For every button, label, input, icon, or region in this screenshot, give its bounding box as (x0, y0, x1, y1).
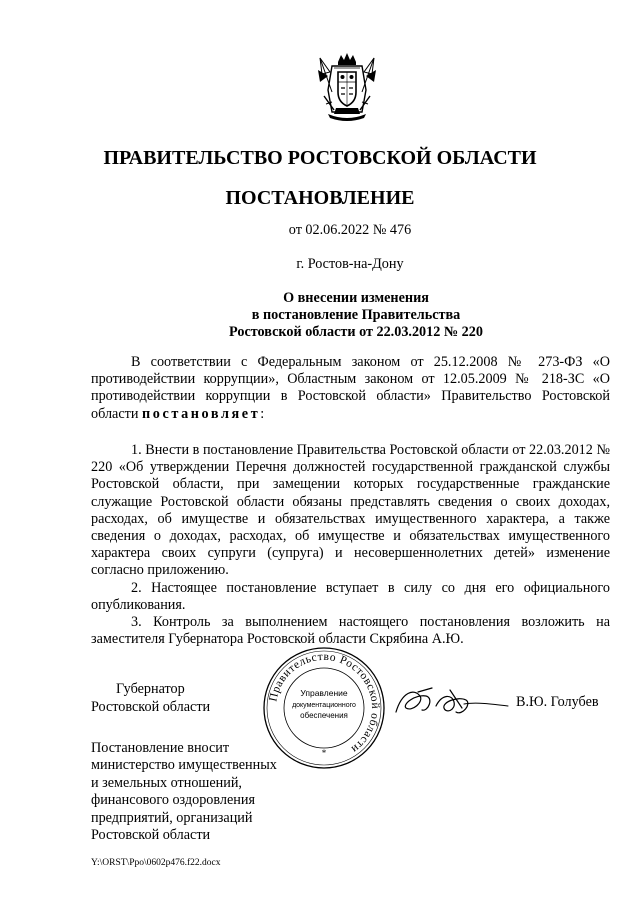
preamble-paragraph (91, 354, 610, 423)
handwritten-signature-icon (392, 682, 512, 724)
file-path: Y:\ORST\Ppo\0602p476.f22.docx (91, 858, 221, 868)
signer-name: В.Ю. Голубев (516, 694, 599, 710)
resolution-item: 2. Настоящее постановление вступает в силу со дня его официального опубликования. (91, 579, 610, 613)
preamble-colon: : (260, 405, 265, 422)
official-seal-icon (262, 646, 386, 770)
coat-of-arms-icon (316, 52, 378, 124)
seal-center-line: Управление (300, 688, 348, 698)
subject-line: Ростовской области от 22.03.2012 № 220 (229, 324, 483, 340)
seal-star: * (321, 748, 327, 758)
signer-title-line: Губернатор (116, 681, 185, 697)
resolution-items (91, 442, 610, 648)
subject-line: О внесении изменения (283, 290, 429, 306)
preamble-text: В соответствии с Федеральным законом от 25.12.2008 № 273-ФЗ «О противодействии коррупции», Областным законом от 12.05.2009 № 218-ЗС «О противодействии коррупции в Ростовской области» Правительство Ростовской области (91, 354, 610, 422)
submitter-line: Постановление вносит (91, 740, 230, 756)
seal-center-line: обеспечения (300, 711, 348, 720)
signer-title (91, 680, 210, 716)
submitted-by-block (91, 740, 277, 844)
government-title: ПРАВИТЕЛЬСТВО РОСТОВСКОЙ ОБЛАСТИ (103, 147, 537, 169)
submitter-line: финансового оздоровления (91, 792, 256, 809)
submitter-line: предприятий, организаций (91, 809, 253, 826)
submitter-line: и земельных отношений, (91, 774, 242, 791)
seal-center-line: документационного (292, 702, 356, 709)
resolution-item: 3. Контроль за выполнением настоящего постановления возложить на заместителя Губернатора Ростовской области Скрябина А.Ю. (91, 614, 610, 648)
document-place: г. Ростов-на-Дону (296, 256, 404, 272)
document-date-number: от 02.06.2022 № 476 (288, 222, 412, 238)
document-subject (150, 290, 562, 341)
subject-line: в постановление Правительства (251, 307, 461, 323)
preamble (91, 354, 610, 423)
resolution-item: 1. Внести в постановление Правительства Ростовской области от 22.03.2012 № 220 «Об утверждении Перечня должностей государственной гражданской службы Ростовской области, при замещении которых государственные гражданские служащие Ростовской области обязаны представлять сведения о своих доходах, расходах, об имуществе и обязательствах имущественного характера, а также сведения о доходах, расходах, об имуществе и обязательствах имущественного характера своих супруги (супруга) и несовершеннолетних детей» изменение согласно приложению. (91, 442, 610, 579)
seal-ring-text: Правительство Ростовской области (267, 650, 382, 756)
signer-title-line: Ростовской области (91, 699, 211, 715)
submitter-line: министерство имущественных (91, 757, 277, 774)
submitter-line: Ростовской области (91, 827, 211, 844)
document-type: ПОСТАНОВЛЕНИЕ (225, 187, 415, 209)
resolves-word: постановляет (141, 405, 261, 422)
